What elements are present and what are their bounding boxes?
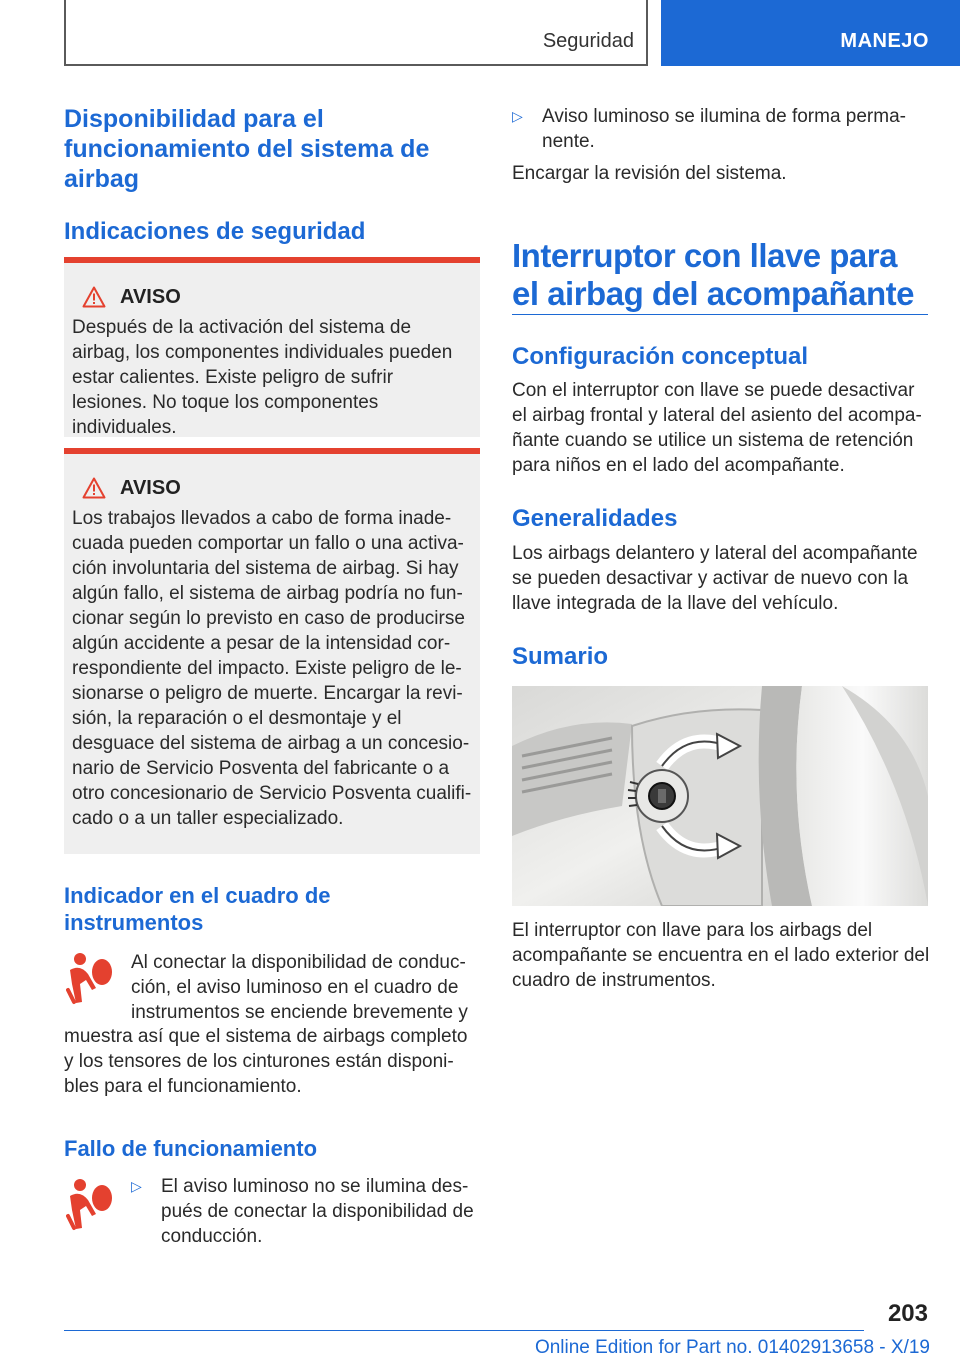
key-switch-photo	[512, 686, 928, 906]
switch-title: Interruptor con llave para el airbag del acompañante	[512, 237, 914, 312]
page-number: 203	[887, 1300, 928, 1327]
warning-triangle-icon	[82, 477, 106, 499]
general-heading: Generalidades	[512, 505, 678, 532]
bullet-text: El aviso luminoso no se ilumina después de conectar la disponibilidad de conducción.	[161, 1176, 474, 1247]
airbag-warning-icon	[66, 1176, 118, 1232]
footer-edition: Online Edition for Part no. 01402913658 - X/19	[534, 1337, 930, 1358]
warning-box-2	[64, 448, 480, 854]
concept-text: Con el interruptor con llave se puede desactivar el airbag frontal y lateral del asiento del acompañante cuando se utilice un sistema de retención para niños en el lado del acompañante.	[512, 380, 922, 476]
concept-heading: Configuración conceptual	[512, 343, 809, 370]
warning-triangle-icon	[82, 286, 106, 308]
section-title: Disponibilidad para el funcionamiento del sistema de airbag	[64, 105, 430, 193]
bullet-text: Aviso luminoso se ilumina de forma permanente.	[542, 106, 906, 152]
bullet-triangle-icon: ▷	[131, 1178, 142, 1194]
malfunction-heading: Fallo de funcionamiento	[64, 1136, 318, 1161]
indicator-heading: Indicador en el cuadro de instrumentos	[64, 883, 331, 935]
header-section-title: Seguridad	[542, 30, 634, 52]
safety-heading: Indicaciones de seguridad	[64, 218, 366, 245]
header-chapter-title: MANEJO	[840, 30, 929, 52]
malfunction-bullet	[131, 1174, 477, 1249]
airbag-warning-icon	[66, 950, 118, 1006]
warning-label: AVISO	[120, 285, 181, 308]
warning-label: AVISO	[120, 476, 181, 499]
bullet-triangle-icon: ▷	[512, 108, 523, 124]
general-text: Los airbags delantero y lateral del acompañante se pueden desactivar y activar de nuevo con la llave integrada de la llave del vehículo.	[512, 543, 918, 614]
check-text: Encargar la revisión del sistema.	[512, 163, 787, 184]
indicator-text: muestra así que el sistema de airbags completo y los tensores de los cinturones están disponibles para el funcionamiento.	[64, 1026, 468, 1097]
title-divider	[512, 314, 928, 315]
photo-caption: El interruptor con llave para los airbags del acompañante se encuentra en el lado exterior del cuadro de instrumentos.	[512, 920, 930, 991]
warning-text: Después de la activación del sistema de airbag, los componentes individuales pueden estar calientes. Existe peligro de sufrir lesiones. No toque los componentes individuales.	[72, 317, 453, 438]
warning-box-1	[64, 257, 480, 437]
warning-text: Los trabajos llevados a cabo de forma inadecuada pueden comportar un fallo o una activación involuntaria del sistema de airbag. Si hay algún fallo, el sistema de airbag podría no funcionar según lo previsto en caso de producirse algún accidente a pesar de la intensidad correspondiente del impacto. Existe peligro de lesionarse o peligro de muerte. Encargar la revisión, la reparación o el desmontaje y el desguace del sistema de airbag a un concesionario de Servicio Posventa del fabricante o a otro concesionario de Servicio Posventa cualificado o a un taller especializado.	[72, 508, 472, 829]
lamp-on-bullet	[512, 104, 928, 154]
summary-heading: Sumario	[512, 643, 609, 670]
indicator-text-wrapped: Al conectar la disponibilidad de conducción, el aviso luminoso en el cuadro de instrumentos se enciende brevemente y	[131, 952, 468, 1023]
footer-divider	[64, 1330, 864, 1331]
